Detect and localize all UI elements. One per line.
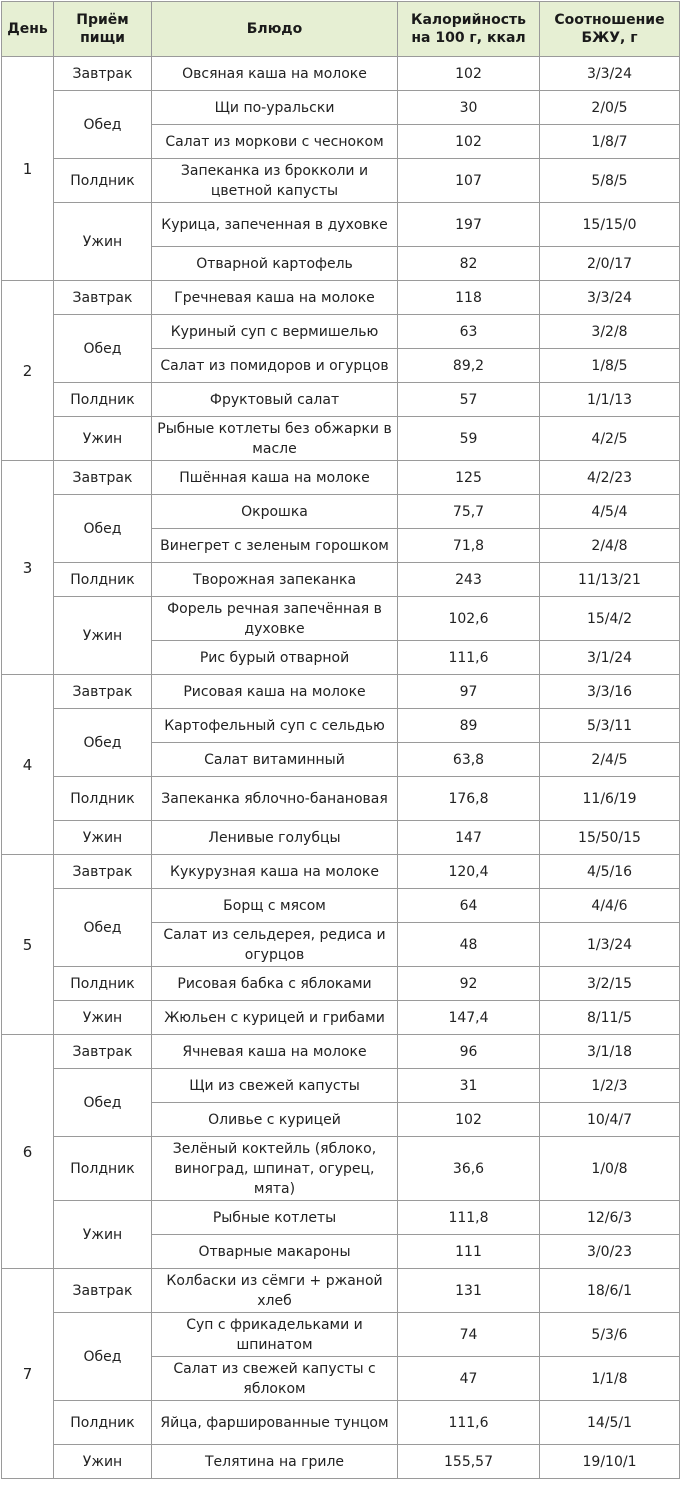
meal-name: Обед [54,1313,152,1401]
dish-calories: 92 [398,967,540,1001]
dish-calories: 147,4 [398,1001,540,1035]
table-row [2,1269,680,1313]
dish-calories: 59 [398,417,540,461]
dish-bju: 4/4/6 [540,889,680,923]
dish-bju: 3/1/24 [540,641,680,675]
dish-bju: 3/3/24 [540,281,680,315]
dish-name: Овсяная каша на молоке [152,57,398,91]
table-row [2,495,680,529]
dish-name: Винегрет с зеленым горошком [152,529,398,563]
dish-name: Рисовая каша на молоке [152,675,398,709]
dish-name: Окрошка [152,495,398,529]
header-dish: Блюдо [152,2,398,57]
dish-name: Рыбные котлеты без обжарки в масле [152,417,398,461]
dish-name: Отварные макароны [152,1235,398,1269]
dish-name: Оливье с курицей [152,1103,398,1137]
dish-name: Ячневая каша на молоке [152,1035,398,1069]
meal-plan-table [1,1,680,1479]
dish-calories: 102 [398,1103,540,1137]
table-row [2,967,680,1001]
dish-name: Ленивые голубцы [152,821,398,855]
dish-bju: 1/8/7 [540,125,680,159]
meal-name: Ужин [54,1445,152,1479]
dish-name: Щи по-уральски [152,91,398,125]
meal-name: Полдник [54,1401,152,1445]
meal-name: Завтрак [54,1269,152,1313]
dish-calories: 176,8 [398,777,540,821]
table-row [2,1401,680,1445]
dish-name: Пшённая каша на молоке [152,461,398,495]
dish-bju: 4/5/4 [540,495,680,529]
dish-name: Рис бурый отварной [152,641,398,675]
dish-name: Куриный суп с вермишелью [152,315,398,349]
dish-bju: 2/0/17 [540,247,680,281]
dish-calories: 64 [398,889,540,923]
table-row [2,315,680,349]
meal-name: Завтрак [54,281,152,315]
dish-bju: 5/8/5 [540,159,680,203]
dish-calories: 102 [398,125,540,159]
dish-calories: 47 [398,1357,540,1401]
meal-name: Обед [54,1069,152,1137]
dish-bju: 11/6/19 [540,777,680,821]
dish-bju: 1/8/5 [540,349,680,383]
dish-calories: 102,6 [398,597,540,641]
dish-bju: 3/0/23 [540,1235,680,1269]
day-number: 1 [2,57,54,281]
dish-name: Запеканка яблочно-банановая [152,777,398,821]
dish-calories: 36,6 [398,1137,540,1201]
dish-calories: 111,6 [398,641,540,675]
dish-bju: 14/5/1 [540,1401,680,1445]
dish-calories: 89 [398,709,540,743]
dish-bju: 2/4/5 [540,743,680,777]
meal-plan-body [2,57,680,1479]
dish-name: Гречневая каша на молоке [152,281,398,315]
dish-calories: 111 [398,1235,540,1269]
meal-name: Полдник [54,159,152,203]
meal-name: Ужин [54,821,152,855]
dish-name: Щи из свежей капусты [152,1069,398,1103]
day-number: 6 [2,1035,54,1269]
dish-bju: 1/0/8 [540,1137,680,1201]
dish-name: Запеканка из брокколи и цветной капусты [152,159,398,203]
dish-calories: 48 [398,923,540,967]
dish-bju: 4/5/16 [540,855,680,889]
dish-name: Борщ с мясом [152,889,398,923]
table-row [2,709,680,743]
dish-bju: 15/15/0 [540,203,680,247]
table-row [2,281,680,315]
dish-bju: 2/4/8 [540,529,680,563]
table-row [2,1313,680,1357]
dish-name: Колбаски из сёмги + ржаной хлеб [152,1269,398,1313]
meal-name: Полдник [54,777,152,821]
day-number: 3 [2,461,54,675]
meal-name: Ужин [54,1001,152,1035]
dish-calories: 57 [398,383,540,417]
dish-calories: 74 [398,1313,540,1357]
table-row [2,1035,680,1069]
dish-calories: 31 [398,1069,540,1103]
table-row [2,597,680,641]
dish-calories: 97 [398,675,540,709]
dish-bju: 18/6/1 [540,1269,680,1313]
dish-calories: 131 [398,1269,540,1313]
dish-calories: 120,4 [398,855,540,889]
dish-bju: 3/2/15 [540,967,680,1001]
meal-name: Ужин [54,203,152,281]
meal-name: Завтрак [54,57,152,91]
dish-name: Курица, запеченная в духовке [152,203,398,247]
meal-name: Завтрак [54,855,152,889]
table-row [2,383,680,417]
dish-calories: 71,8 [398,529,540,563]
meal-name: Ужин [54,1201,152,1269]
dish-bju: 5/3/11 [540,709,680,743]
meal-name: Обед [54,889,152,967]
dish-name: Рыбные котлеты [152,1201,398,1235]
dish-bju: 3/3/16 [540,675,680,709]
meal-name: Завтрак [54,1035,152,1069]
dish-name: Жюльен с курицей и грибами [152,1001,398,1035]
header-calories: Калорийность на 100 г, ккал [398,2,540,57]
dish-bju: 1/2/3 [540,1069,680,1103]
dish-calories: 155,57 [398,1445,540,1479]
dish-calories: 118 [398,281,540,315]
dish-name: Фруктовый салат [152,383,398,417]
dish-calories: 63,8 [398,743,540,777]
table-row [2,1201,680,1235]
day-number: 2 [2,281,54,461]
dish-calories: 63 [398,315,540,349]
table-row [2,1137,680,1201]
dish-calories: 243 [398,563,540,597]
dish-name: Салат из свежей капусты с яблоком [152,1357,398,1401]
dish-name: Суп с фрикадельками и шпинатом [152,1313,398,1357]
dish-bju: 5/3/6 [540,1313,680,1357]
dish-calories: 147 [398,821,540,855]
header-row [2,2,680,57]
dish-calories: 102 [398,57,540,91]
dish-calories: 82 [398,247,540,281]
dish-calories: 111,8 [398,1201,540,1235]
dish-name: Творожная запеканка [152,563,398,597]
meal-name: Обед [54,495,152,563]
dish-name: Яйца, фаршированные тунцом [152,1401,398,1445]
dish-bju: 15/50/15 [540,821,680,855]
dish-bju: 4/2/5 [540,417,680,461]
table-row [2,1001,680,1035]
dish-bju: 10/4/7 [540,1103,680,1137]
dish-calories: 107 [398,159,540,203]
dish-name: Форель речная запечённая в духовке [152,597,398,641]
meal-name: Ужин [54,417,152,461]
table-row [2,675,680,709]
day-number: 5 [2,855,54,1035]
dish-bju: 3/3/24 [540,57,680,91]
table-row [2,91,680,125]
dish-name: Салат из сельдерея, редиса и огурцов [152,923,398,967]
dish-bju: 1/1/8 [540,1357,680,1401]
meal-name: Полдник [54,563,152,597]
dish-name: Телятина на гриле [152,1445,398,1479]
table-row [2,57,680,91]
header-bju: Соотношение БЖУ, г [540,2,680,57]
dish-bju: 11/13/21 [540,563,680,597]
table-row [2,1069,680,1103]
dish-calories: 111,6 [398,1401,540,1445]
meal-name: Обед [54,315,152,383]
header-day: День [2,2,54,57]
dish-bju: 1/1/13 [540,383,680,417]
dish-name: Картофельный суп с сельдью [152,709,398,743]
table-row [2,889,680,923]
dish-name: Кукурузная каша на молоке [152,855,398,889]
meal-name: Полдник [54,1137,152,1201]
table-row [2,821,680,855]
dish-bju: 8/11/5 [540,1001,680,1035]
table-row [2,855,680,889]
meal-name: Полдник [54,383,152,417]
dish-bju: 3/1/18 [540,1035,680,1069]
table-row [2,1445,680,1479]
dish-calories: 30 [398,91,540,125]
dish-calories: 75,7 [398,495,540,529]
dish-name: Салат витаминный [152,743,398,777]
header-meal: Приём пищи [54,2,152,57]
dish-bju: 1/3/24 [540,923,680,967]
dish-name: Зелёный коктейль (яблоко, виноград, шпинат, огурец, мята) [152,1137,398,1201]
dish-bju: 3/2/8 [540,315,680,349]
table-row [2,159,680,203]
table-row [2,417,680,461]
dish-name: Салат из моркови с чесноком [152,125,398,159]
dish-calories: 96 [398,1035,540,1069]
day-number: 7 [2,1269,54,1479]
table-row [2,563,680,597]
dish-name: Отварной картофель [152,247,398,281]
dish-calories: 197 [398,203,540,247]
meal-name: Ужин [54,597,152,675]
meal-name: Обед [54,709,152,777]
dish-bju: 12/6/3 [540,1201,680,1235]
meal-name: Полдник [54,967,152,1001]
dish-bju: 19/10/1 [540,1445,680,1479]
table-row [2,777,680,821]
table-row [2,461,680,495]
dish-name: Салат из помидоров и огурцов [152,349,398,383]
meal-name: Обед [54,91,152,159]
dish-name: Рисовая бабка с яблоками [152,967,398,1001]
meal-name: Завтрак [54,461,152,495]
dish-bju: 15/4/2 [540,597,680,641]
meal-name: Завтрак [54,675,152,709]
table-row [2,203,680,247]
dish-calories: 89,2 [398,349,540,383]
dish-bju: 2/0/5 [540,91,680,125]
dish-bju: 4/2/23 [540,461,680,495]
dish-calories: 125 [398,461,540,495]
day-number: 4 [2,675,54,855]
